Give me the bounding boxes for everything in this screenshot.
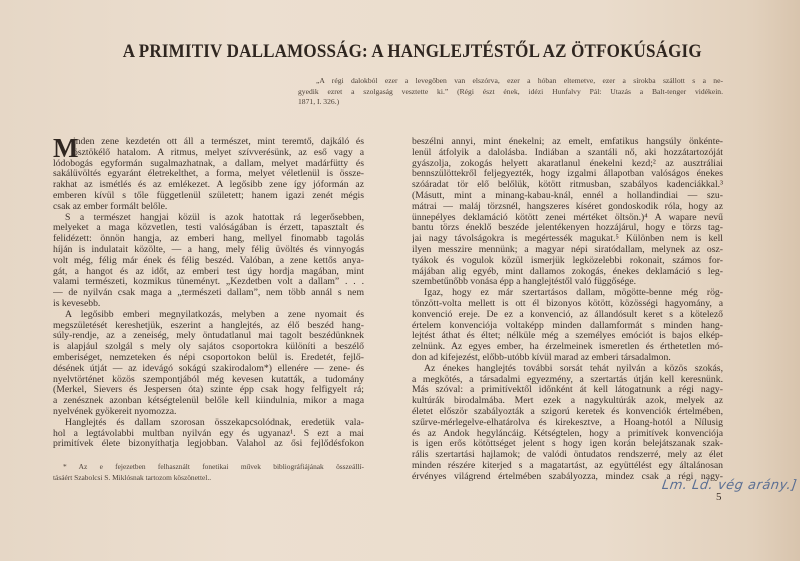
text-line: szóáradat tör elő belőlük, kötött ritmusban, szabályos kadenciákkal.³ [412,180,723,191]
text-line: Más szóval: a primitívektől időnként át kell látogatnunk a régi nagy- [412,385,723,396]
text-line: súly-rendje, az a zeneiség, mely öntudatlanul mai tagolt beszédünknek [53,331,364,342]
paragraph [412,364,723,483]
right-column [412,137,723,483]
text-line: és az Andok hegyláncáig. Kétségtelen, hogy a primitívek konvenciója [412,428,723,439]
text-line: kultúrák birodalmába. Mert ezek a nagykultúrák azok, melyek az [412,396,723,407]
text-line: (Merkel, Sievers és Jespersen óta) szinte épp csak hogy felfigyelt rá; [53,385,364,396]
paragraph [53,418,364,450]
text-line: bennszülöttekről feljegyezték, hogy izgalmi állapotban valóságos énekes [412,169,723,180]
paragraph [53,213,364,310]
paragraph [412,288,723,364]
text-line: valami természeti, kozmikus tüneményt. „Kezdetben volt a dallam” . . . [53,277,364,288]
text-line: felidézett: önnön hangja, az emberi hang, mellyel finomabb tagolás [53,234,364,245]
text-line: is igen erős kötöttséget jelent s hogy igen korán belejátszanak szak- [412,439,723,450]
text-line: lenül átfolyik a dalolásba. Indiában a szantáli nő, aki hozzátartozóját [412,147,723,158]
text-line: gyászolja, zokogás helyett akaratlanul énekelni kezd;² az ausztráliai [412,158,723,169]
text-line: minden részére kiterjed s a magatartást, az együttélést egy általánosan [412,460,723,471]
text-line: rakhat az ismétlés és az emlékezet. A legősibb zene így jóformán az [53,180,364,191]
text-line: a megkötés, a társadalmi egyezmény, a szertartás útján kell keresnünk. [412,374,723,385]
text-line: don ad kifejezést, előbb-utóbb kívül marad az emberi társadalmon. [412,352,671,363]
text-line: Hanglejtés és dallam szorosan összekapcsolódnak, eredetük vala- [65,417,364,428]
text-line: emberiséget, nemzeteken és népi csoportokon belül is. Eredetét, fejlő- [53,352,364,363]
footnote [53,462,364,483]
left-column [53,133,364,450]
paragraph [412,137,723,288]
text-line: désének útját — az idevágó sokágú szakirodalom*) ellenére — zene- és [53,363,364,374]
text-line: ösztökélő hatalom. A ritmus, melyet szívverésünk, az eső vagy a [73,147,364,158]
text-line: emberen kívül s tőle függetlenül született; hanem igazi zenét mégis [53,190,364,201]
text-line: melyeket a maga közvetlen, testi valóságában is érzett, tapasztalt és [53,223,364,234]
text-line: sakálüvöltés egyaránt életrekelthet, a forma, melyet véletlenül is össze- [53,169,364,180]
text-line: gyedik ezret a szolgaság vesztette ki.” (Régi észt ének, idézi Hunfalvy Pál: Utazás a Balt-tenger vidékein. [298,86,723,96]
text-line: * Az e fejezetben felhasznált fonetikai művek bibliográfiájának összeállí- [63,462,364,471]
text-line: ilyen messzire mennünk; a magyar népi siratódallam, melynek az osz- [412,244,723,255]
text-line: bantu törzs éneklő beszéde jelentékenyen hozzájárul, hogy e törzs tag- [412,223,723,234]
text-line: volt még, félig már ének és félig beszéd. Valóban, a zene kettős anya- [53,255,364,266]
text-line: „A régi dalokból ezer a levegőben van elszórva, ezer a hóban eltemetve, ezer a sírokba szállott s a ne- [316,76,723,85]
text-line: is kevesebb. [53,298,101,309]
epigraph [298,76,723,108]
text-line: nyelvtörténet közös szempontjából még kevesen kutatták, a tudomány [53,374,364,385]
page-number: 5 [716,491,722,503]
paragraph [53,133,364,213]
text-line: csak az ember formált belőle. [53,201,168,212]
text-line: lódobogás egyformán sugalmazhatnak, a dallam, melyet madárfütty és [53,158,364,169]
text-line: híján is indulatait közölte, — a hang, mely félig üvöltés és vinnyogás [53,244,364,255]
text-line: primitívek élete bizonyíthatja legjobban. Valahol az ősi fejlődésfokon [53,439,364,450]
text-line: beszélni annyi, mint énekelni; az emelt, emfatikus hangsúly önkénte- [412,137,723,147]
text-line: konvenció ereje. De ez a konvenció, az állandósult keret s a kötelező [412,309,723,320]
text-line: megszületését kereshetjük, eszerint a hanglejtés, az élő beszéd hang- [53,320,364,331]
text-line: lejtést áthat és éltet; nélküle még a személyes emóciót is bajos elkép- [412,331,723,342]
text-line: gát, a hangot és az időt, az emberi test úgy hordja magában, mint [53,266,364,277]
text-line: inden zene kezdetén ott áll a természet, mint teremtő, dajkáló és [73,137,364,147]
text-line: (Másutt, mint a minang-kabau-knál, ennél a hollandindiai — szu- [412,190,723,201]
text-line: érvényes világrend értelmében szabályozza, mindez csak a régi nagy- [412,471,723,482]
text-line: jai nagy távolságokra is megértessék magukat.⁵ Különben nem is kell [412,234,723,245]
drop-cap: M [53,133,79,163]
text-line: nyelvének gyökereit nyomozza. [53,406,177,417]
text-line: szűrve-mérlegelve-elhatárolva és kirekesztve, a Hoang-hotól a Nílusig [412,417,723,428]
text-line: életet először szabályozták a szigorú keretek és konvenciók értelmében, [412,406,723,417]
text-line: Igaz, hogy ez már szertartásos dallam, mögötte-benne még rög- [424,288,723,299]
text-line: ünnepélyes deklamáció kötött zenei mértéket öltsön.)⁴ A wapare nevű [412,212,723,223]
paragraph [53,310,364,418]
handwritten-note: Lm. Ld. vég arány.] [660,478,798,493]
text-line: mátrai — maláj törzsnél, hangszeres kíséret gondoskodik róla, hogy az [412,201,723,212]
text-line: értelem konvenciója voltaképp minden dallamformát s minden hang- [412,320,723,331]
text-line: szembetűnőbb vonása épp a hanglejtéstől való függősége. [412,277,637,288]
text-line: tásáért Szabolcsi S. Miklósnak tartozom köszönettel.. [53,472,212,482]
text-line: 1871, I. 326.) [298,97,340,106]
text-line: hol a legtávolabbi multban nyilván egy és ugyanaz¹. S ezt a mai [53,428,364,439]
text-line: tönzött-volta mellett is ott él bizonyos kötött, közösségi hagyomány, a [412,298,723,309]
text-line: zelnünk. Az egyes ember, ha érzelmeinek ismeretlen és érthetetlen mó- [412,342,723,353]
text-line: A legősibb emberi megnyilatkozás, melyben a zene nyomait és [65,309,364,320]
text-line: a zenésznek azonban kétségtelenül belőle kell kiindulnia, mikor a maga [53,396,364,407]
text-line: tyákok és vogulok közül ismerjük legközelebbi rokonait, számos for- [412,255,723,266]
text-line: Az énekes hanglejtés további sorsát tehát nyilván a közös szokás, [424,363,723,374]
text-line: is alapjául szolgál s mely oly sajátos csoportokra különíti a beszélő [53,342,364,353]
text-line: — de nyilván csak maga a „természeti dallam”, nem több annál s nem [53,288,364,299]
text-line: S a természet hangjai közül is azok hatottak rá legerősebben, [65,212,364,223]
text-line: májában alig egyéb, mint dallamos zokogás, énekes deklamáció s leg- [412,266,723,277]
text-line: rális szertartási hajlamok; de valódi öntudatos rendszerré, mely az élet [412,450,723,461]
chapter-title: A PRIMITIV DALLAMOSSÁG: A HANGLEJTÉSTŐL AZ ÖTFOKÚSÁGIG [122,42,702,62]
